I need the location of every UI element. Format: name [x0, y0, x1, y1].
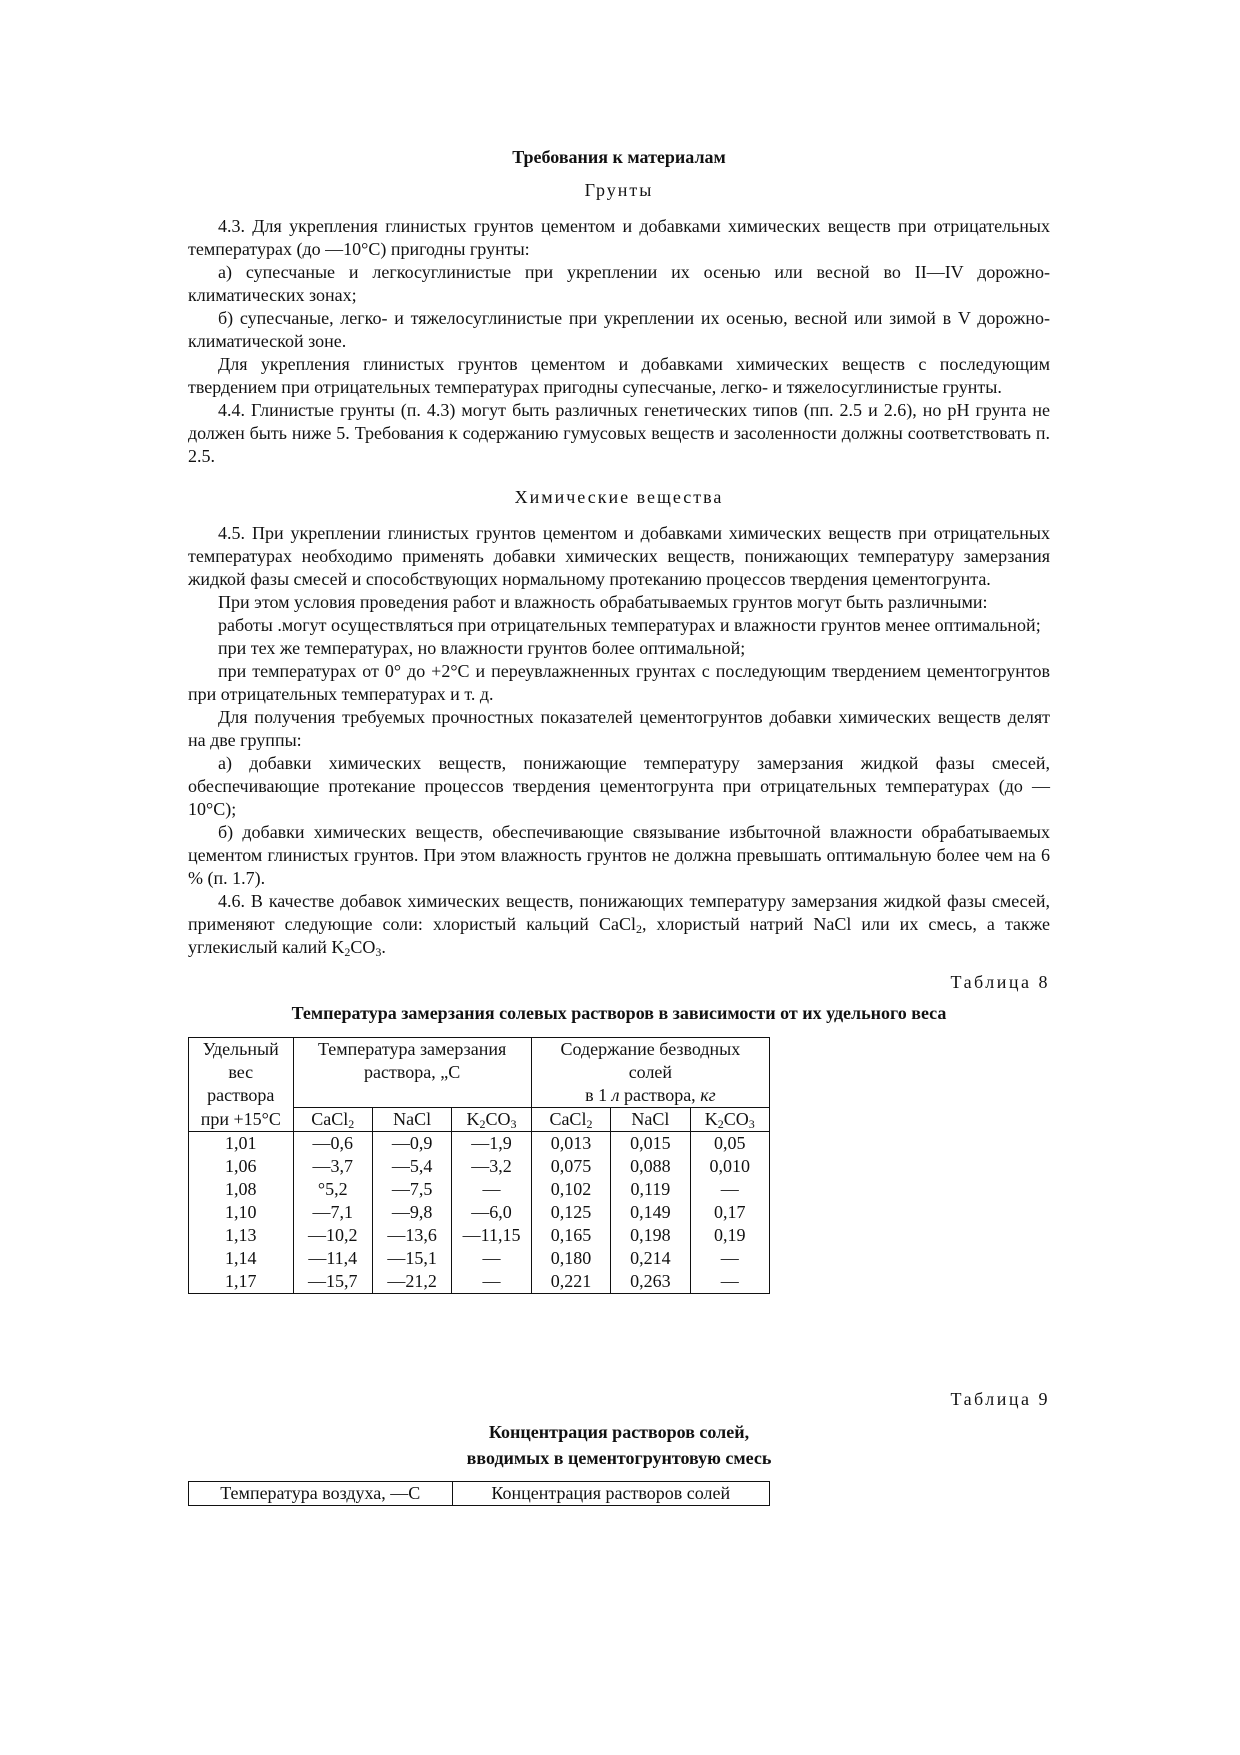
header-line: [536, 1084, 765, 1107]
text-run: CaCl: [311, 1109, 349, 1129]
paragraph: при температурах от 0° до +2°С и переувлажненных грунтах с последующим твердением цементогрунтов при отрицательных температурах и т. д.: [188, 661, 1050, 704]
table-cell: 1,01: [189, 1132, 294, 1156]
table-8-number: Таблица 8: [950, 972, 1050, 992]
table-row: [189, 1155, 770, 1178]
table-cell: 0,198: [611, 1224, 690, 1247]
table-cell: —13,6: [372, 1224, 451, 1247]
table-cell: —: [452, 1270, 531, 1294]
table-cell: 0,102: [531, 1178, 610, 1201]
table-cell: —: [690, 1178, 769, 1201]
subscript: 3: [748, 1117, 755, 1131]
paragraph: 4.5. При укреплении глинистых грунтов цементом и добавками химических веществ при отрицательных температурах необходимо применять добавки химических веществ, понижающих температуру замерзания жидкой фазы смесей и способствующих нормальному протеканию процессов твердения цементогрунта.: [188, 523, 1050, 589]
header-cell-air-temperature: Температура воздуха, —С: [189, 1482, 453, 1506]
header-cell-k2co3: [690, 1108, 769, 1132]
unit-liter: л: [611, 1085, 620, 1105]
table-9: [188, 1481, 770, 1506]
table-cell: 1,13: [189, 1224, 294, 1247]
paragraph: б) супесчаные, легко- и тяжелосуглинистые при укреплении их осенью, весной или зимой в V дорожно-климатической зоне.: [188, 308, 1050, 351]
header-cell-nacl: NaCl: [611, 1108, 690, 1132]
table-cell: °5,2: [293, 1178, 372, 1201]
subscript: 3: [375, 945, 382, 959]
paragraph: При этом условия проведения работ и влажность обрабатываемых грунтов могут быть различными:: [218, 592, 988, 612]
caption-line: вводимых в цементогрунтовую смесь: [466, 1448, 772, 1468]
table-cell: 0,015: [611, 1132, 690, 1156]
header-line: вес: [228, 1062, 254, 1082]
table-cell: 1,08: [189, 1178, 294, 1201]
header-line: солей: [628, 1062, 673, 1082]
text-run: CO: [485, 1109, 511, 1129]
table-cell: 0,088: [611, 1155, 690, 1178]
table-cell: —6,0: [452, 1201, 531, 1224]
table-cell: 1,14: [189, 1247, 294, 1270]
table-cell: —0,9: [372, 1132, 451, 1156]
text-run: CO: [350, 937, 376, 957]
table-cell: —15,7: [293, 1270, 372, 1294]
caption-line: Концентрация растворов солей,: [488, 1422, 750, 1442]
table-cell: 0,075: [531, 1155, 610, 1178]
text-run: в 1: [585, 1085, 612, 1105]
table-cell: 1,17: [189, 1270, 294, 1294]
paragraph: 4.4. Глинистые грунты (п. 4.3) могут быть различных генетических типов (пп. 2.5 и 2.6), но рН грунта не должен быть ниже 5. Требования к содержанию гумусовых веществ и засоленности должны соответствовать п. 2.5.: [188, 400, 1050, 466]
header-cell-concentration: Концентрация растворов солей: [452, 1482, 769, 1506]
paragraph: а) супесчаные и легкосуглинистые при укреплении их осенью или весной во II—IV дорожно-климатических зонах;: [188, 262, 1050, 305]
section-chemicals-body: [188, 522, 1050, 959]
spacer: [188, 1294, 1050, 1376]
table-cell: 0,125: [531, 1201, 610, 1224]
text-run: K: [704, 1109, 718, 1129]
table-cell: 0,149: [611, 1201, 690, 1224]
table-cell: 0,165: [531, 1224, 610, 1247]
table-cell: 0,119: [611, 1178, 690, 1201]
page-heading: Требования к материалам: [512, 147, 726, 167]
table-row: [189, 1201, 770, 1224]
table-cell: 0,214: [611, 1247, 690, 1270]
table-cell: —3,7: [293, 1155, 372, 1178]
table-cell: 0,05: [690, 1132, 769, 1156]
paragraph: при тех же температурах, но влажности грунтов более оптимальной;: [218, 638, 746, 658]
table-cell: —0,6: [293, 1132, 372, 1156]
header-cell-freezing-temp: [293, 1038, 531, 1108]
table-cell: —11,4: [293, 1247, 372, 1270]
text-run: CaCl: [549, 1109, 587, 1129]
table-cell: —3,2: [452, 1155, 531, 1178]
table-row: [189, 1178, 770, 1201]
subscript: 2: [348, 1117, 355, 1131]
section-title-soils: Грунты: [584, 180, 654, 200]
header-line: раствора: [207, 1085, 275, 1105]
header-cell-nacl: NaCl: [372, 1108, 451, 1132]
table-cell: —5,4: [372, 1155, 451, 1178]
table-cell: 0,180: [531, 1247, 610, 1270]
table-cell: —7,1: [293, 1201, 372, 1224]
header-line: раствора, „С: [364, 1062, 461, 1082]
paragraph: 4.3. Для укрепления глинистых грунтов цементом и добавками химических веществ при отрицательных температурах (до —10°С) пригодны грунты:: [188, 216, 1050, 259]
table-cell: 0,013: [531, 1132, 610, 1156]
paragraph: б) добавки химических веществ, обеспечивающие связывание избыточной влажности обрабатываемых цементом глинистых грунтов. При этом влажность грунтов не должна превышать оптимальную более чем на 6 % (п. 1.7).: [188, 822, 1050, 888]
subscript: 2: [717, 1117, 724, 1131]
table-cell: 0,19: [690, 1224, 769, 1247]
unit-kg: кг: [700, 1085, 716, 1105]
table-8: [188, 1037, 770, 1294]
table-8-caption: Температура замерзания солевых растворов в зависимости от их удельного веса: [291, 1003, 947, 1023]
header-cell-salt-content: [531, 1038, 769, 1108]
subscript: 3: [510, 1117, 517, 1131]
document-page: [188, 146, 1050, 1506]
text-run: CO: [723, 1109, 749, 1129]
table-cell: 1,10: [189, 1201, 294, 1224]
paragraph-4-6: [188, 890, 1050, 959]
subscript: 2: [635, 922, 642, 936]
table-cell: —: [690, 1247, 769, 1270]
header-cell-specific-weight: [189, 1038, 294, 1108]
table-cell: —1,9: [452, 1132, 531, 1156]
paragraph: Для получения требуемых прочностных показателей цементогрунтов добавки химических веществ делят на две группы:: [188, 707, 1050, 750]
table-row: [189, 1224, 770, 1247]
subscript: 2: [586, 1117, 593, 1131]
header-line: Удельный: [202, 1039, 279, 1059]
text-run: раствора,: [619, 1085, 701, 1105]
table-cell: —21,2: [372, 1270, 451, 1294]
table-cell: 0,263: [611, 1270, 690, 1294]
header-line: Температура замерзания: [317, 1039, 507, 1059]
table-cell: —: [690, 1270, 769, 1294]
table-cell: 0,221: [531, 1270, 610, 1294]
header-cell-cacl2: [531, 1108, 610, 1132]
header-cell-cacl2: [293, 1108, 372, 1132]
text-run: K: [466, 1109, 480, 1129]
table-cell: 1,06: [189, 1155, 294, 1178]
section-soils-body: [188, 215, 1050, 468]
header-cell-temperature: при +15°С: [189, 1108, 294, 1132]
table-cell: 0,17: [690, 1201, 769, 1224]
table-cell: —7,5: [372, 1178, 451, 1201]
paragraph: а) добавки химических веществ, понижающие температуру замерзания жидкой фазы смесей, обеспечивающие протекание процессов твердения цементогрунта при отрицательных температурах (до —10°С);: [188, 753, 1050, 819]
paragraph: работы .могут осуществляться при отрицательных температурах и влажности грунтов менее оптимальной;: [218, 615, 1041, 635]
spacer: [188, 468, 1050, 482]
table-cell: —11,15: [452, 1224, 531, 1247]
subscript: 2: [479, 1117, 486, 1131]
table-9-number: Таблица 9: [950, 1389, 1050, 1409]
section-title-chemicals: Химические вещества: [514, 487, 724, 507]
table-cell: —: [452, 1178, 531, 1201]
table-row: [189, 1270, 770, 1294]
table-row: [189, 1247, 770, 1270]
table-row: [189, 1132, 770, 1156]
table-cell: —10,2: [293, 1224, 372, 1247]
table-9-caption: [188, 1419, 1050, 1471]
header-line: Содержание безводных: [560, 1039, 741, 1059]
subscript: 2: [344, 945, 351, 959]
text-run: 4.6. В качестве добавок химических веществ, понижающих температуру замерзания жидкой фазы смесей, применяют следующие соли: хлористый кальций CaCl: [188, 891, 1050, 934]
table-cell: —: [452, 1247, 531, 1270]
header-cell-k2co3: [452, 1108, 531, 1132]
text-run: .: [381, 937, 386, 957]
text-run: , хлористый натрий NaCl или их смесь, а также углекислый калий K: [188, 914, 1050, 957]
paragraph: Для укрепления глинистых грунтов цементом и добавками химических веществ с последующим твердением при отрицательных температурах пригодны супесчаные, легко- и тяжелосуглинистые грунты.: [188, 354, 1050, 397]
table-cell: —15,1: [372, 1247, 451, 1270]
table-cell: —9,8: [372, 1201, 451, 1224]
table-cell: 0,010: [690, 1155, 769, 1178]
